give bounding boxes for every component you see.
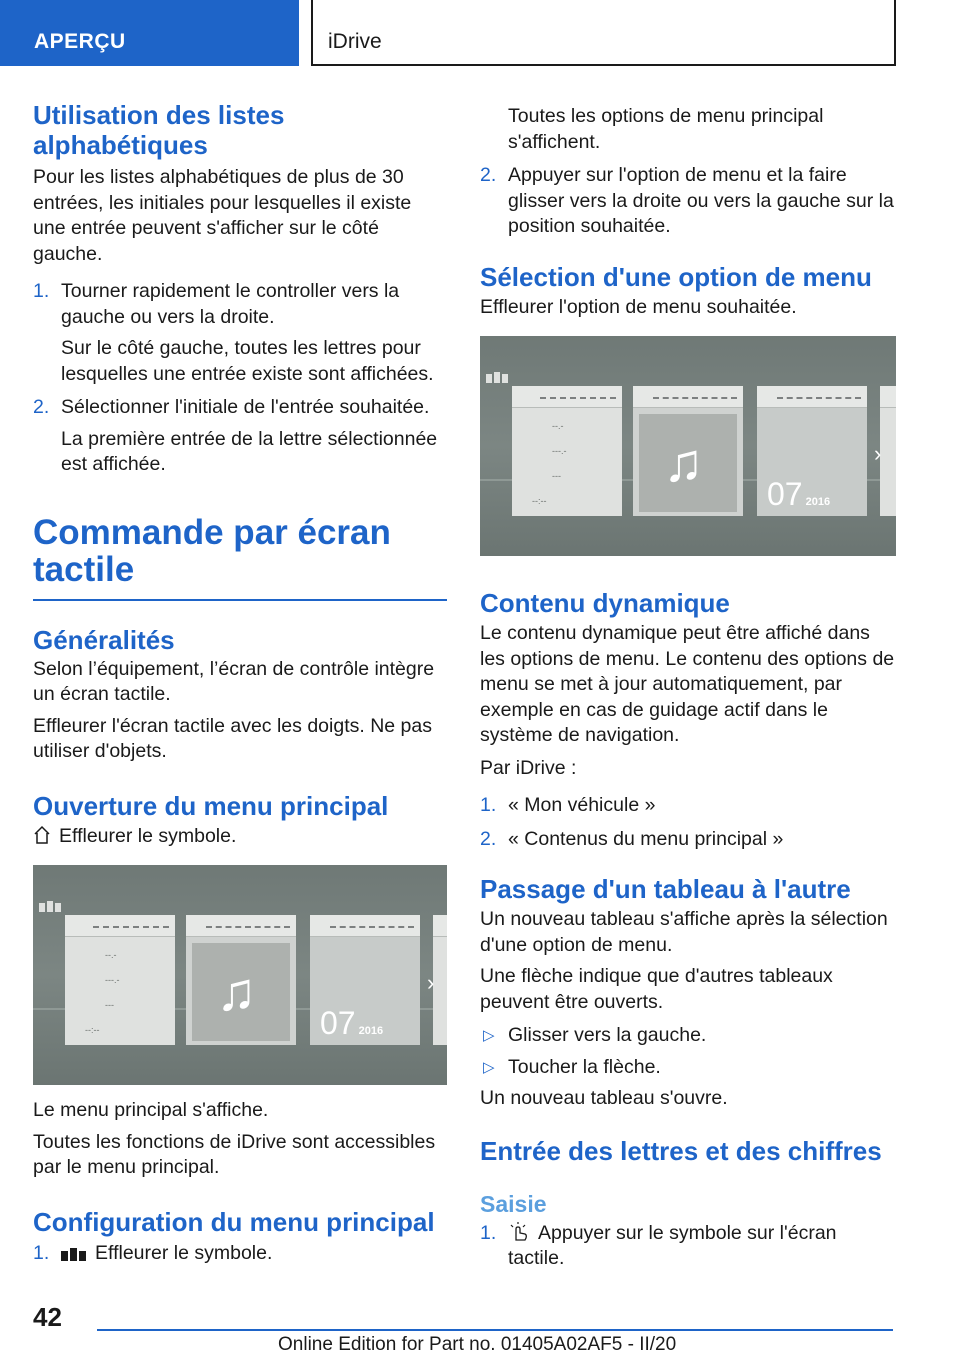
tile-next bbox=[433, 915, 447, 1045]
dynamic-content-text: Le contenu dynamique peut être affiché dans les options de menu. Le contenu des options de menu se met à jour automatiquement, par exemple en cas de guidage actif dans le système de navigation. bbox=[480, 622, 895, 746]
tile-date bbox=[310, 915, 420, 1045]
via-idrive: Par iDrive : bbox=[480, 756, 577, 779]
tile-next bbox=[880, 386, 896, 516]
alphabetical-intro: Pour les listes alphabétiques de plus de 30 entrées, les initiales pour lesquelles il existe une entrée peuvent s'afficher sur le côté gauche. bbox=[33, 166, 412, 265]
footer-rule bbox=[97, 1329, 893, 1331]
general-text-1: Selon l’équipement, l’écran de contrôle intègre un écran tactile. bbox=[33, 657, 435, 705]
menu-option-screenshot bbox=[480, 336, 896, 556]
switch-text-2: Une flèche indique que d'autres tableaux peuvent être ouverts. bbox=[480, 965, 833, 1013]
step-number: 2. bbox=[480, 164, 497, 186]
music-note-icon: ♫ bbox=[663, 433, 704, 493]
chapter-tab bbox=[311, 0, 896, 66]
open-main-menu-text bbox=[33, 824, 447, 850]
after-text-2: Toutes les fonctions de iDrive sont accessibles par le menu principal. bbox=[33, 1130, 436, 1178]
step-1-result: Sur le côté gauche, toutes les lettres pour lesquelles une entrée existe sont affichées. bbox=[61, 337, 434, 385]
heading-rule bbox=[33, 599, 447, 601]
bullet-touch-arrow bbox=[480, 1055, 896, 1081]
step-text: Tourner rapidement le controller vers la gauche ou vers la droite. bbox=[61, 280, 400, 328]
heading-touchscreen: Commande par écran tactile bbox=[33, 512, 391, 589]
heading-open-main-menu: Ouverture du menu principal bbox=[33, 790, 389, 821]
step-2 bbox=[33, 395, 447, 421]
bullet-text: Toucher la flèche. bbox=[508, 1055, 661, 1078]
bullet-swipe bbox=[480, 1023, 896, 1049]
chapter-label: iDrive bbox=[328, 30, 382, 53]
right-column bbox=[480, 104, 896, 1272]
open-main-menu-label: Effleurer le symbole. bbox=[59, 824, 237, 847]
date-number: 07 bbox=[767, 476, 803, 512]
arrow-right-icon: › bbox=[874, 441, 882, 466]
general-text-2: Effleurer l'écran tactile avec les doigts. Ne pas utiliser d'objets. bbox=[33, 714, 432, 762]
page-number: 42 bbox=[33, 1302, 62, 1332]
section-tab bbox=[0, 0, 299, 66]
bullet-text: Glisser vers la gauche. bbox=[508, 1024, 707, 1046]
switch-text-1: Un nouveau tableau s'affiche après la sélection d'une option de menu. bbox=[480, 908, 888, 956]
heading-configure-main-menu: Configuration du menu principal bbox=[33, 1206, 435, 1237]
tile-media bbox=[633, 386, 743, 516]
step-number: 1. bbox=[480, 1221, 497, 1244]
continued-text: Toutes les options de menu principal s'affichent. bbox=[508, 105, 824, 153]
tile-date bbox=[757, 386, 867, 516]
step-1 bbox=[33, 279, 447, 330]
triangle-bullet-icon: ▷ bbox=[483, 1027, 495, 1044]
step-text: Appuyer sur le symbole sur l'écran tactile. bbox=[508, 1221, 837, 1269]
tile-media bbox=[186, 915, 296, 1045]
dynamic-step-2 bbox=[480, 827, 896, 853]
tiles-icon bbox=[61, 1246, 87, 1262]
edition-note: Online Edition for Part no. 01405A02AF5 - II/20 bbox=[278, 1334, 677, 1355]
heading-dynamic-content: Contenu dynamique bbox=[480, 588, 730, 618]
date-year: 2016 bbox=[805, 496, 831, 508]
heading-letters-digits: Entrée des lettres et des chiffres bbox=[480, 1135, 882, 1166]
heading-select-menu-option: Sélection d'une option de menu bbox=[480, 261, 872, 292]
date-number: 07 bbox=[320, 1005, 356, 1041]
input-step-1 bbox=[480, 1221, 896, 1272]
touch-hand-icon bbox=[508, 1222, 530, 1242]
heading-input: Saisie bbox=[480, 1190, 547, 1217]
step-text: Appuyer sur l'option de menu et la faire glisser vers la droite ou vers la gauche sur la position souhaitée. bbox=[508, 164, 894, 237]
step-number: 2. bbox=[33, 396, 50, 418]
config-step-2 bbox=[480, 163, 896, 240]
step-text: Sélectionner l'initiale de l'entrée souhaitée. bbox=[61, 396, 430, 418]
tiles-icon bbox=[486, 370, 508, 384]
date-year: 2016 bbox=[358, 1025, 384, 1037]
switch-text-3: Un nouveau tableau s'ouvre. bbox=[480, 1087, 728, 1109]
step-number: 1. bbox=[33, 1241, 50, 1264]
tiles-icon bbox=[39, 899, 61, 913]
main-menu-screenshot bbox=[33, 865, 447, 1085]
music-note-icon: ♫ bbox=[216, 962, 257, 1022]
tile-vehicle: --.- ---.- --- --:-- bbox=[65, 915, 175, 1045]
after-text-1: Le menu principal s'affiche. bbox=[33, 1099, 269, 1121]
heading-alphabetical-lists: Utilisation des listes alphabétiques bbox=[33, 100, 285, 160]
tile-vehicle: --.- ---.- --- --:-- bbox=[512, 386, 622, 516]
select-menu-text: Effleurer l'option de menu souhaitée. bbox=[480, 295, 797, 318]
triangle-bullet-icon: ▷ bbox=[483, 1058, 495, 1076]
step-text: Effleurer le symbole. bbox=[95, 1241, 273, 1264]
section-label: APERÇU bbox=[34, 30, 126, 53]
dynamic-step-1 bbox=[480, 793, 896, 819]
left-column bbox=[33, 100, 447, 1266]
heading-general: Généralités bbox=[33, 624, 175, 655]
step-text: « Contenus du menu principal » bbox=[508, 827, 784, 850]
step-number: 1. bbox=[480, 794, 497, 816]
home-icon bbox=[33, 825, 51, 845]
heading-switch-panels: Passage d'un tableau à l'autre bbox=[480, 874, 851, 904]
step-text: « Mon véhicule » bbox=[508, 794, 656, 816]
step-number: 1. bbox=[33, 280, 50, 302]
step-2-result: La première entrée de la lettre sélectionnée est affichée. bbox=[61, 427, 438, 475]
arrow-right-icon: › bbox=[427, 970, 435, 995]
step-number: 2. bbox=[480, 827, 497, 850]
config-step-1 bbox=[33, 1241, 447, 1267]
